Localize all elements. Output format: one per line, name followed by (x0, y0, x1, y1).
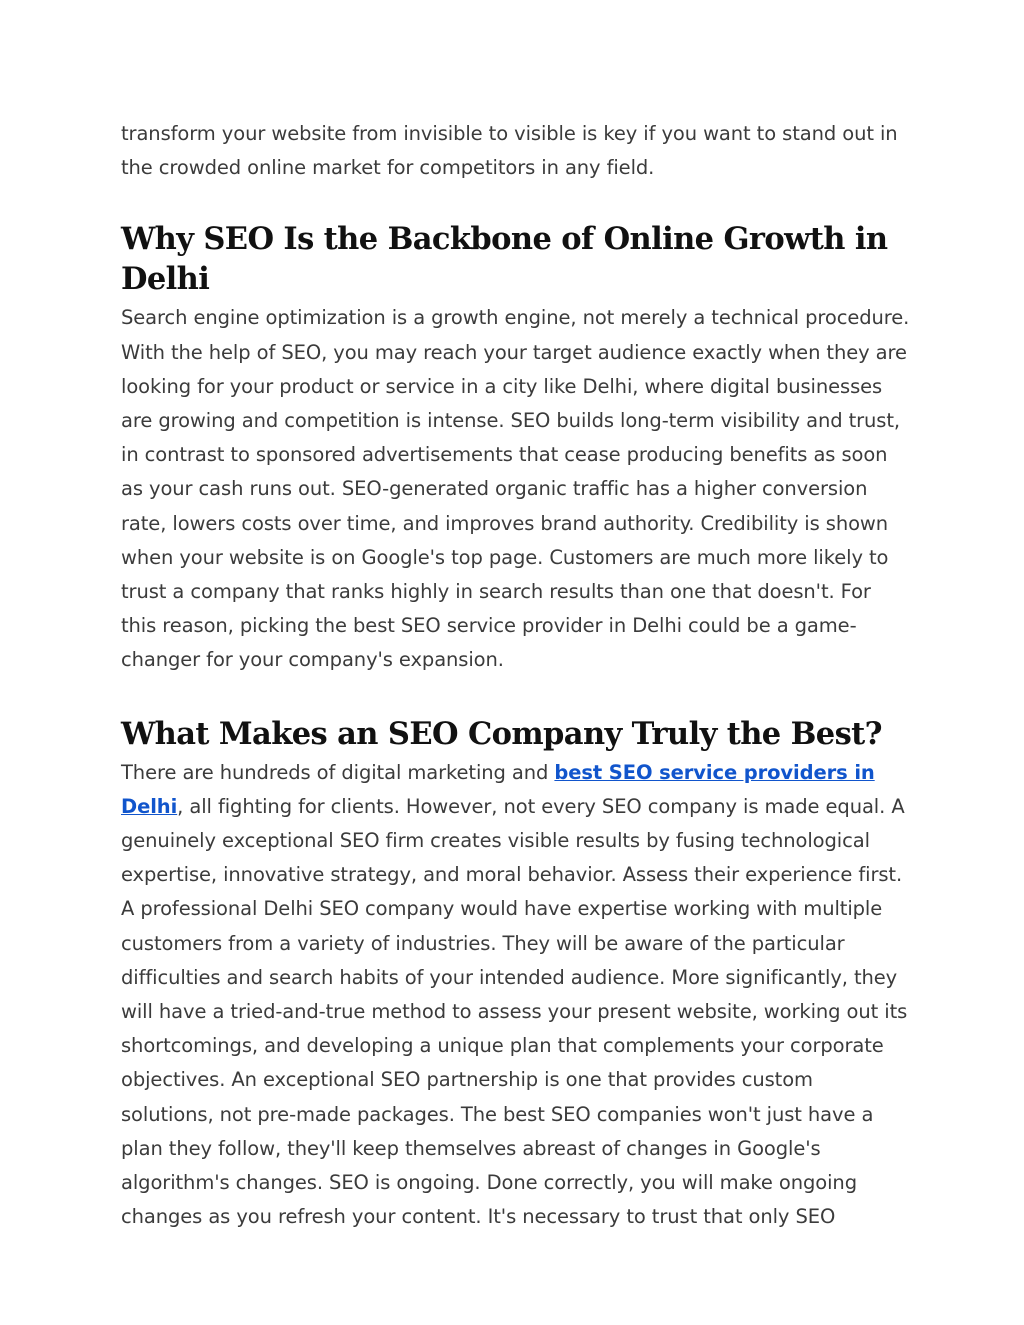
document-page (121, 117, 911, 1234)
section-paragraph-why-seo: Search engine optimization is a growth engine, not merely a technical procedure. With the help of SEO, you may reach your target audience exactly when they are looking for your product or service in a city like Delhi, where digital businesses are growing and competition is intense. SEO builds long-term visibility and trust, in contrast to sponsored advertisements that cease producing benefits as soon as your cash runs out. SEO-generated organic traffic has a higher conversion rate, lowers costs over time, and improves brand authority. Credibility is shown when your website is on Google's top page. Customers are much more likely to trust a company that ranks highly in search results than one that doesn't. For this reason, picking the best SEO service provider in Delhi could be a game-changer for your company's expansion. (121, 306, 910, 672)
section-heading-why-seo: Why SEO Is the Backbone of Online Growth in Delhi (121, 221, 888, 298)
section-paragraph-what-makes (121, 756, 911, 1235)
intro-paragraph: transform your website from invisible to visible is key if you want to stand out in the crowded online market for competitors in any field. (121, 122, 898, 180)
paragraph-text-before-link: There are hundreds of digital marketing and (121, 760, 555, 784)
section-heading-what-makes: What Makes an SEO Company Truly the Best? (121, 715, 882, 752)
seo-providers-delhi-link[interactable]: best SEO service providers in Delhi (121, 760, 875, 818)
paragraph-text-after-link: , all fighting for clients. However, not every SEO company is made equal. A genuinely exceptional SEO firm creates visible results by fusing technological expertise, innovative strategy, and moral behavior. Assess their experience first. A professional Delhi SEO company would have expertise working with multiple customers from a variety of industries. They will be aware of the particular difficulties and search habits of your intended audience. More significantly, they will have a tried-and-true method to assess your present website, working out its shortcomings, and developing a unique plan that complements your corporate objectives. An exceptional SEO partnership is one that provides custom solutions, not pre-made packages. The best SEO companies won't just have a plan they follow, they'll keep themselves abreast of changes in Google's algorithm's changes. SEO is ongoing. Done correctly, you will make ongoing changes as you refresh your content. It's necessary to trust that only SEO (121, 794, 908, 1229)
